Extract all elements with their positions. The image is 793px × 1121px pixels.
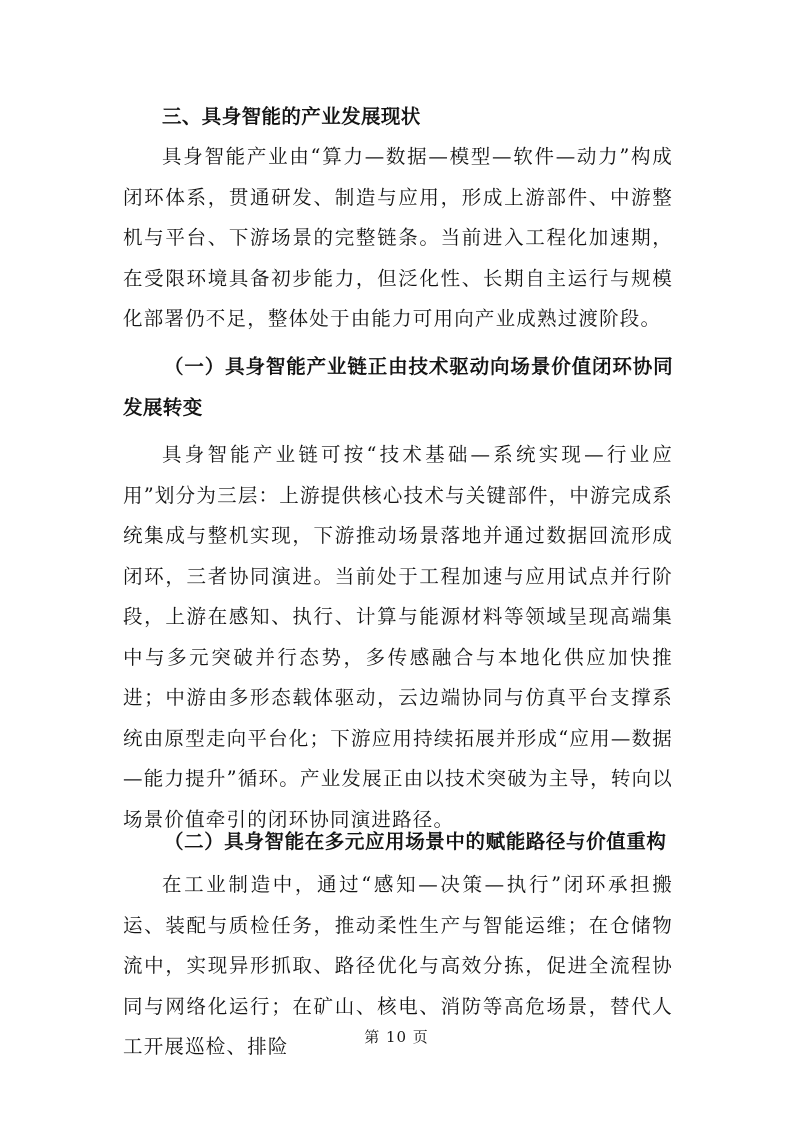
page-number: 第 10 页: [364, 1028, 429, 1046]
subsection-2-paragraph: 在工业制造中，通过“感知—决策—执行”闭环承担搬运、装配与质检任务，推动柔性生产与智能运维；在仓储物流中，实现异形抓取、路径优化与高效分拣，促进全流程协同与网络化运行；在矿山、核电、消防等高危场景，替代人工开展巡检、排险: [123, 873, 673, 1058]
intro-paragraph: 具身智能产业由“算力—数据—模型—软件—动力”构成闭环体系，贯通研发、制造与应用，形成上游部件、中游整机与平台、下游场景的完整链条。当前进入工程化加速期，在受限环境具备初步能力，但泛化性、长期自主运行与规模化部署仍不足，整体处于由能力可用向产业成熟过渡阶段。: [123, 145, 673, 330]
subsection-2-heading: （二）具身智能在多元应用场景中的赋能路径与价值重构: [164, 830, 667, 853]
subsection-1-paragraph: 具身智能产业链可按“技术基础—系统实现—行业应用”划分为三层：上游提供核心技术与关键部件，中游完成系统集成与整机实现，下游推动场景落地并通过数据回流形成闭环，三者协同演进。当前处于工程加速与应用试点并行阶段，上游在感知、执行、计算与能源材料等领域呈现高端集中与多元突破并行态势，多传感融合与本地化供应加快推进；中游由多形态载体驱动，云边端协同与仿真平台支撑系统由原型走向平台化；下游应用持续拓展并形成“应用—数据—能力提升”循环。产业发展正由以技术突破为主导，转向以场景价值牵引的闭环协同演进路径。: [123, 443, 673, 831]
subsection-1-heading: （一）具身智能产业链正由技术驱动向场景价值闭环协同发展转变: [123, 355, 673, 419]
section-heading: 三、具身智能的产业发展现状: [162, 105, 421, 128]
